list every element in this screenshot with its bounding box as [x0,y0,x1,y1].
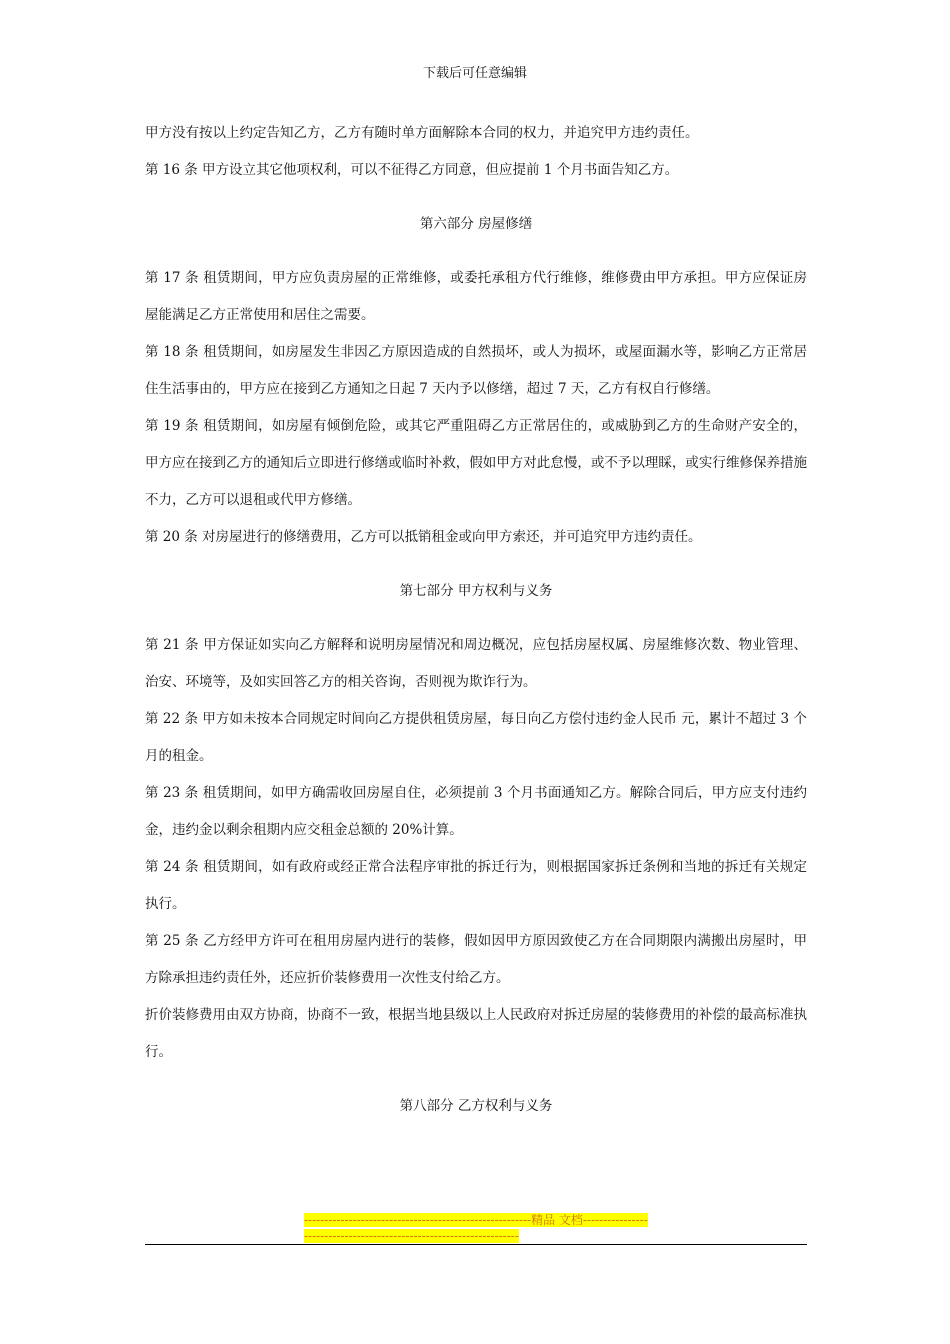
section-title-part-6: 第六部分 房屋修缮 [419,216,533,232]
paragraph-article-21: 第 21 条 甲方保证如实向乙方解释和说明房屋情况和周边概况，应包括房屋权属、房屋维修次数、物业管理、治安、环境等，及如实回答乙方的相关咨询，否则视为欺诈行为。 [145,637,807,690]
footer-watermark-text: --------------------------------------------------------精品 文档--------------------------------------------------------------------- [304,1213,648,1243]
paragraph-article-22: 第 22 条 甲方如未按本合同规定时间向乙方提供租赁房屋，每日向乙方偿付违约金人民币 元，累计不超过 3 个月的租金。 [145,711,807,764]
paragraph-article-24: 第 24 条 租赁期间，如有政府或经正常合法程序审批的拆迁行为，则根据国家拆迁条例和当地的拆迁有关规定执行。 [145,859,807,912]
document-body [145,115,807,1125]
paragraph-article-23: 第 23 条 租赁期间，如甲方确需收回房屋自住，必须提前 3 个月书面通知乙方。解除合同后，甲方应支付违约金，违约金以剩余租期内应交租金总额的 20%计算。 [145,785,807,838]
paragraph-article-19: 第 19 条 租赁期间，如房屋有倾倒危险，或其它严重阻碍乙方正常居住的，或威胁到乙方的生命财产安全的，甲方应在接到乙方的通知后立即进行修缮或临时补救，假如甲方对此怠慢，或不予以理睬，或实行维修保养措施不力，乙方可以退租或代甲方修缮。 [145,418,807,508]
footer-divider [145,1244,807,1245]
paragraph-article-16: 第 16 条 甲方设立其它他项权利，可以不征得乙方同意，但应提前 1 个月书面告知乙方。 [145,162,679,178]
paragraph-renovation-compensation: 折价装修费用由双方协商，协商不一致，根据当地县级以上人民政府对拆迁房屋的装修费用的补偿的最高标准执行。 [145,1007,807,1060]
paragraph-article-17: 第 17 条 租赁期间，甲方应负责房屋的正常维修，或委托承租方代行维修，维修费由甲方承担。甲方应保证房屋能满足乙方正常使用和居住之需要。 [145,270,807,323]
header-note: 下载后可任意编辑 [422,66,527,81]
paragraph-article-20: 第 20 条 对房屋进行的修缮费用，乙方可以抵销租金或向甲方索还，并可追究甲方违约责任。 [145,529,702,545]
footer-watermark [304,1212,650,1244]
section-title-part-8: 第八部分 乙方权利与义务 [399,1098,553,1114]
section-title-part-7: 第七部分 甲方权利与义务 [399,583,553,599]
paragraph: 甲方没有按以上约定告知乙方，乙方有随时单方面解除本合同的权力，并追究甲方违约责任。 [145,125,699,141]
paragraph-article-18: 第 18 条 租赁期间，如房屋发生非因乙方原因造成的自然损坏，或人为损坏，或屋面漏水等，影响乙方正常居住生活事由的，甲方应在接到乙方通知之日起 7 天内予以修缮，超过 7 天，乙方有权自行修缮。 [145,344,807,397]
paragraph-article-25: 第 25 条 乙方经甲方许可在租用房屋内进行的装修，假如因甲方原因致使乙方在合同期限内满搬出房屋时，甲方除承担违约责任外，还应折价装修费用一次性支付给乙方。 [145,933,807,986]
